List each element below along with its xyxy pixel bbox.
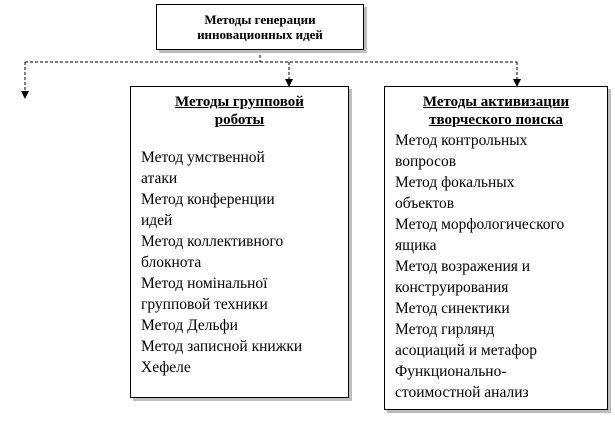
list-item: Функционально- <box>395 363 507 380</box>
list-item: блокнота <box>141 254 202 271</box>
list-item: Метод возражения и <box>395 258 531 275</box>
list-item: Метод умственной <box>141 149 265 166</box>
heading-line: творческого поиска <box>429 112 563 128</box>
creative-search-methods-box <box>384 86 608 410</box>
list-item: Хефеле <box>141 359 191 376</box>
list-item: Метод фокальных <box>395 174 515 191</box>
list-item: Метод коллективного <box>141 233 284 250</box>
list-item: Метод записной книжки <box>141 338 303 355</box>
list-item: Метод морфологического <box>395 216 565 233</box>
list-item: групповой техники <box>141 296 268 313</box>
left-arrowhead <box>21 91 29 99</box>
list-item: объектов <box>395 195 455 212</box>
list-item: Метод Дельфи <box>141 317 238 334</box>
list-item: стоимостной анализ <box>395 384 529 401</box>
list-item: Метод синектики <box>395 300 510 317</box>
group-methods-list <box>141 147 348 378</box>
heading-line: Методы активизации <box>422 94 570 110</box>
creative-search-heading <box>385 93 607 129</box>
list-item: атаки <box>141 170 178 187</box>
root-title-line-2: инновационных идей <box>197 27 323 42</box>
root-node-box <box>156 4 364 50</box>
creative-search-list <box>395 130 607 403</box>
list-item: Метод конференции <box>141 191 275 208</box>
group-methods-heading <box>131 93 348 129</box>
list-item: ящика <box>395 237 437 254</box>
root-title-line-1: Методы генерации <box>204 12 316 27</box>
group-methods-box <box>130 86 349 398</box>
list-item: Метод гирлянд <box>395 321 495 338</box>
list-item: идей <box>141 212 173 229</box>
list-item: Метод контрольных <box>395 132 528 149</box>
list-item: асоциаций и метафор <box>395 342 537 359</box>
list-item: вопросов <box>395 153 457 170</box>
heading-line: Методы групповой <box>175 94 304 110</box>
list-item: Метод номінальної <box>141 275 268 292</box>
heading-line: роботы <box>214 112 265 128</box>
list-item: конструирования <box>395 279 509 296</box>
